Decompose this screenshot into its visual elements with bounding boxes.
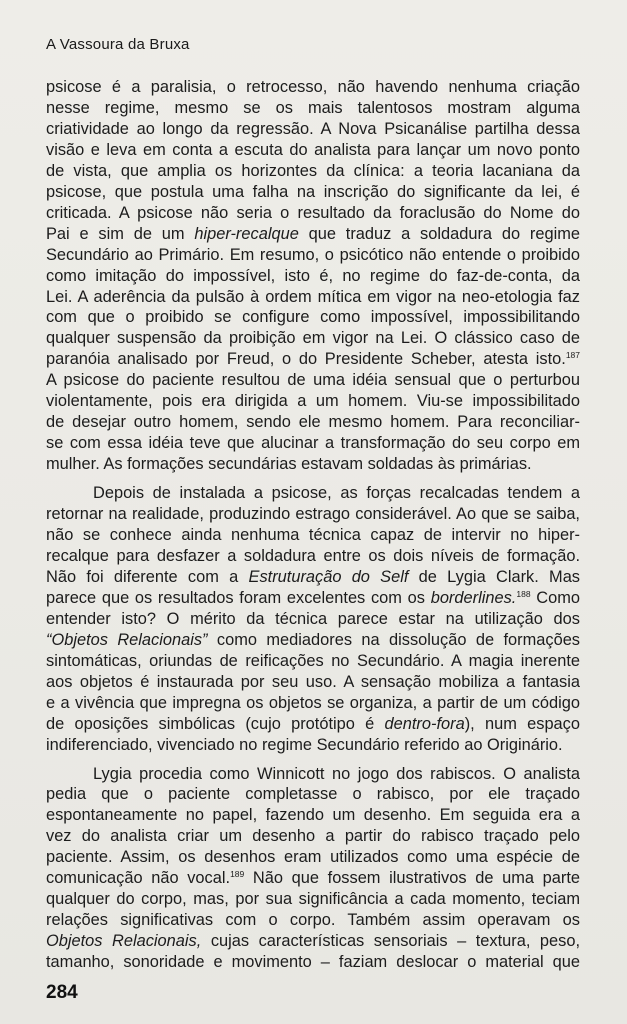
text-line: espontaneamente no papel, fazendo um desenho. Em seguida era a — [46, 806, 580, 825]
text-line: violentamente, pois era dirigida a um homem. Viu-se impossibilitado — [46, 392, 580, 411]
text-line: relações significativas com o corpo. Também assim operavam os — [46, 911, 580, 930]
text-line: psicose é a paralisia, o retrocesso, não havendo nenhuma criação — [46, 78, 580, 96]
page-number: 284 — [46, 982, 78, 1003]
running-header: A Vassoura da Bruxa — [46, 36, 190, 53]
text-line: de vista, que amplia os horizontes da clínica: a teoria lacaniana da — [46, 161, 580, 180]
text-line: como imitação do impossível, isto é, no regime do faz-de-conta, da — [46, 266, 580, 285]
italic-term: Estruturação do Self — [248, 567, 409, 586]
text-line: retornar na realidade, produzindo estrago considerável. Ao que se saiba, — [46, 505, 580, 524]
text-line: vez do analista criar um desenho a partir do rabisco traçado pelo — [46, 827, 580, 846]
text-line: psicose, que postula uma falha na inscrição do significante da lei, é — [46, 182, 580, 201]
text-line: aos objetos é instaurada por seu uso. A sensação mobiliza a fantasia — [46, 672, 580, 691]
text-line: Depois de instalada a psicose, as forças recalcadas tendem a — [93, 484, 580, 503]
text-line: qualquer do corpo, mas, por sua significância a cada momento, teciam — [46, 890, 580, 909]
italic-term: dentro-fora — [384, 714, 465, 733]
text-line: qualquer suspensão da proibição em vigor na Lei. O clássico caso de — [46, 329, 580, 348]
text-line: Pai e sim de um hiper-recalque que traduz a soldadura do regime — [46, 224, 580, 243]
text-line: de oposições simbólicas (cujo protótipo é dentro-fora), num espaço — [46, 714, 580, 733]
text-line: de desejar outro homem, sendo ele mesmo homem. Para reconciliar- — [46, 413, 580, 432]
footnote-ref: 187 — [565, 350, 580, 361]
italic-term: hiper-recalque — [194, 224, 299, 243]
text-line: paranóia analisado por Freud, o do Presidente Scheber, atesta isto.$^{187}$ — [46, 350, 580, 369]
paragraph-3 — [46, 764, 580, 974]
text-line: criticada. A psicose não seria o resultado da foraclusão do Nome do — [46, 203, 580, 222]
text-line: pedia que o paciente completasse o rabisco, por ele traçado — [46, 785, 580, 804]
text-line: recalque para desfazer a soldadura entre os dois níveis de formação. — [46, 546, 580, 565]
text-line: indiferenciado, vivenciado no regime Secundário referido ao Originário. — [46, 735, 563, 754]
text-line: A psicose do paciente resultou de uma idéia sensual que o perturbou — [46, 371, 580, 390]
text-line: Não foi diferente com a Estruturação do Self de Lygia Clark. Mas — [46, 567, 580, 586]
footnote-ref: 188 — [516, 588, 531, 599]
text-line: paciente. Assim, os desenhos eram utilizados como uma espécie de — [46, 848, 580, 867]
text-line: com que o proibido se configure como impossível, impossibilitando — [46, 308, 580, 327]
text-line: “Objetos Relacionais” como mediadores na dissolução de formações — [46, 630, 581, 649]
text-line: e a vivência que impregna os objetos se organiza, a partir de um código — [46, 693, 580, 712]
text-line: Lygia procedia como Winnicott no jogo dos rabiscos. O analista — [93, 764, 580, 783]
text-line: criatividade ao longo da regressão. A Nova Psicanálise partilha dessa — [46, 119, 580, 138]
italic-term: Objetos Relacionais, — [46, 932, 202, 951]
italic-term: borderlines. — [430, 588, 517, 607]
text-line: Lei. A aderência da pulsão à ordem mítica em vigor na neo-etologia faz — [46, 287, 580, 306]
text-line: sintomáticas, oriundas de reificações no Secundário. A magia inerente — [46, 651, 580, 670]
text-line: mulher. As formações secundárias estavam soldadas às primárias. — [46, 455, 532, 474]
paragraph-1 — [46, 77, 580, 475]
italic-term: “Objetos Relacionais” — [46, 630, 208, 649]
footnote-ref: 189 — [230, 869, 245, 880]
text-line: comunicação não vocal.$^{189}$ Não que fossem ilustrativos de uma parte — [46, 869, 580, 888]
text-line: parece que os resultados foram excelentes com os borderlines.$^{188}$ Como — [46, 588, 580, 607]
text-line: tamanho, sonoridade e movimento – faziam deslocar o material que — [46, 953, 580, 972]
text-line: entender isto? O mérito da técnica parece estar na utilização dos — [46, 609, 580, 628]
text-line: se com essa idéia teve que alucinar a transformação do seu corpo em — [46, 434, 580, 453]
text-line: visão e leva em conta a escuta do analista para lançar um novo ponto — [46, 140, 580, 159]
text-line: Objetos Relacionais, cujas características sensoriais – textura, peso, — [46, 932, 580, 951]
text-line: nesse regime, mesmo se os mais talentosos mostram alguma — [46, 98, 580, 117]
body-text — [46, 77, 580, 973]
text-line: não se conhece ainda nenhuma técnica capaz de intervir no hiper- — [46, 526, 580, 545]
text-line: Secundário ao Primário. Em resumo, o psicótico não entende o proibido — [46, 245, 580, 264]
paragraph-2 — [46, 483, 580, 755]
